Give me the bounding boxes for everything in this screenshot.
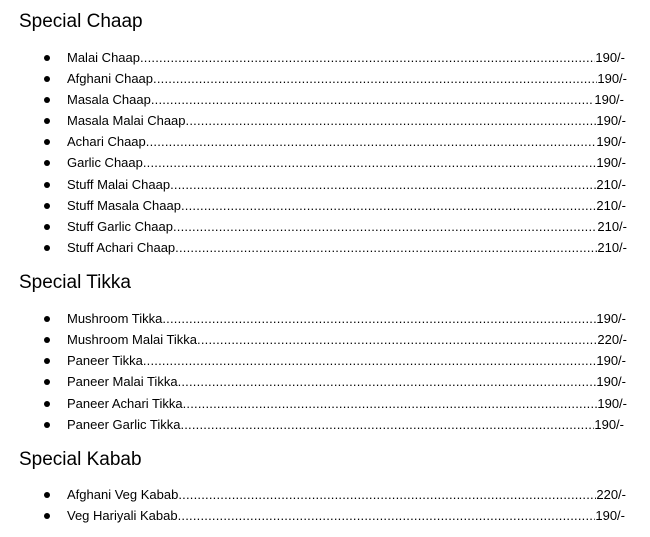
item-name: Achari Chaap bbox=[67, 134, 146, 149]
dot-leader bbox=[178, 372, 597, 392]
menu-item bbox=[0, 485, 650, 505]
bullet-icon bbox=[44, 245, 50, 251]
item-name: Paneer Garlic Tikka bbox=[67, 417, 181, 432]
item-name: Garlic Chaap bbox=[67, 155, 143, 170]
item-price: 190/- bbox=[596, 155, 626, 170]
menu-item bbox=[0, 506, 650, 526]
item-price: 190/- bbox=[596, 113, 626, 128]
item-price: 190/- bbox=[596, 374, 626, 389]
menu-item bbox=[0, 217, 650, 237]
item-name: Veg Hariyali Kabab bbox=[67, 508, 178, 523]
item-name: Masala Malai Chaap bbox=[67, 113, 186, 128]
item-name: Stuff Masala Chaap bbox=[67, 198, 181, 213]
bullet-icon bbox=[44, 97, 50, 103]
dot-leader bbox=[197, 330, 597, 350]
bullet-icon bbox=[44, 401, 50, 407]
item-price: 220/- bbox=[597, 332, 627, 347]
item-price: 190/- bbox=[595, 508, 625, 523]
item-name: Stuff Achari Chaap bbox=[67, 240, 176, 255]
menu-item bbox=[0, 175, 650, 195]
dot-leader bbox=[146, 132, 597, 152]
dot-leader bbox=[178, 506, 596, 526]
bullet-icon bbox=[44, 55, 50, 61]
bullet-icon bbox=[44, 358, 50, 364]
item-price: 210/- bbox=[596, 198, 626, 213]
dot-leader bbox=[175, 238, 597, 258]
bullet-icon bbox=[44, 379, 50, 385]
bullet-icon bbox=[44, 224, 50, 230]
dot-leader bbox=[180, 415, 594, 435]
bullet-icon bbox=[44, 337, 50, 343]
bullet-icon bbox=[44, 76, 50, 82]
dot-leader bbox=[170, 175, 596, 195]
menu-item bbox=[0, 415, 650, 435]
bullet-icon bbox=[44, 316, 50, 322]
menu-item bbox=[0, 111, 650, 131]
menu-item bbox=[0, 238, 650, 258]
section-heading-special-kabab: Special Kabab bbox=[19, 449, 142, 470]
item-price: 190/- bbox=[596, 134, 626, 149]
dot-leader bbox=[183, 394, 598, 414]
bullet-icon bbox=[44, 139, 50, 145]
bullet-icon bbox=[44, 513, 50, 519]
menu-item bbox=[0, 351, 650, 371]
dot-leader bbox=[181, 196, 596, 216]
dot-leader bbox=[162, 309, 596, 329]
item-price: 190/- bbox=[595, 50, 625, 65]
bullet-icon bbox=[44, 118, 50, 124]
bullet-icon bbox=[44, 422, 50, 428]
item-name: Malai Chaap bbox=[67, 50, 140, 65]
dot-leader bbox=[151, 90, 595, 110]
bullet-icon bbox=[44, 203, 50, 209]
item-price: 210/- bbox=[597, 240, 627, 255]
item-price: 190/- bbox=[594, 417, 624, 432]
menu-item bbox=[0, 153, 650, 173]
dot-leader bbox=[186, 111, 597, 131]
menu-item bbox=[0, 69, 650, 89]
item-name: Paneer Achari Tikka bbox=[67, 396, 183, 411]
item-price: 220/- bbox=[596, 487, 626, 502]
bullet-icon bbox=[44, 182, 50, 188]
item-name: Stuff Malai Chaap bbox=[67, 177, 171, 192]
item-price: 190/- bbox=[597, 396, 627, 411]
item-name: Paneer Tikka bbox=[67, 353, 143, 368]
item-name: Stuff Garlic Chaap bbox=[67, 219, 173, 234]
item-name: Afghani Veg Kabab bbox=[67, 487, 179, 502]
dot-leader bbox=[153, 69, 597, 89]
item-price: 210/- bbox=[596, 177, 626, 192]
item-price: 190/- bbox=[597, 71, 627, 86]
item-name: Paneer Malai Tikka bbox=[67, 374, 178, 389]
dot-leader bbox=[143, 153, 596, 173]
dot-leader bbox=[143, 351, 596, 371]
menu-item bbox=[0, 309, 650, 329]
bullet-icon bbox=[44, 160, 50, 166]
menu-item bbox=[0, 372, 650, 392]
item-price: 190/- bbox=[596, 353, 626, 368]
menu-item bbox=[0, 90, 650, 110]
dot-leader bbox=[178, 485, 596, 505]
dot-leader bbox=[140, 48, 595, 68]
menu-item bbox=[0, 330, 650, 350]
menu-item bbox=[0, 132, 650, 152]
menu-item bbox=[0, 196, 650, 216]
dot-leader bbox=[173, 217, 597, 237]
menu-item bbox=[0, 48, 650, 68]
item-name: Mushroom Malai Tikka bbox=[67, 332, 198, 347]
menu-item bbox=[0, 394, 650, 414]
item-name: Masala Chaap bbox=[67, 92, 151, 107]
item-name: Mushroom Tikka bbox=[67, 311, 163, 326]
bullet-icon bbox=[44, 492, 50, 498]
item-price: 190/- bbox=[596, 311, 626, 326]
section-heading-special-tikka: Special Tikka bbox=[19, 272, 131, 293]
item-price: 190/- bbox=[594, 92, 624, 107]
item-price: 210/- bbox=[597, 219, 627, 234]
item-name: Afghani Chaap bbox=[67, 71, 154, 86]
section-heading-special-chaap: Special Chaap bbox=[19, 11, 143, 32]
